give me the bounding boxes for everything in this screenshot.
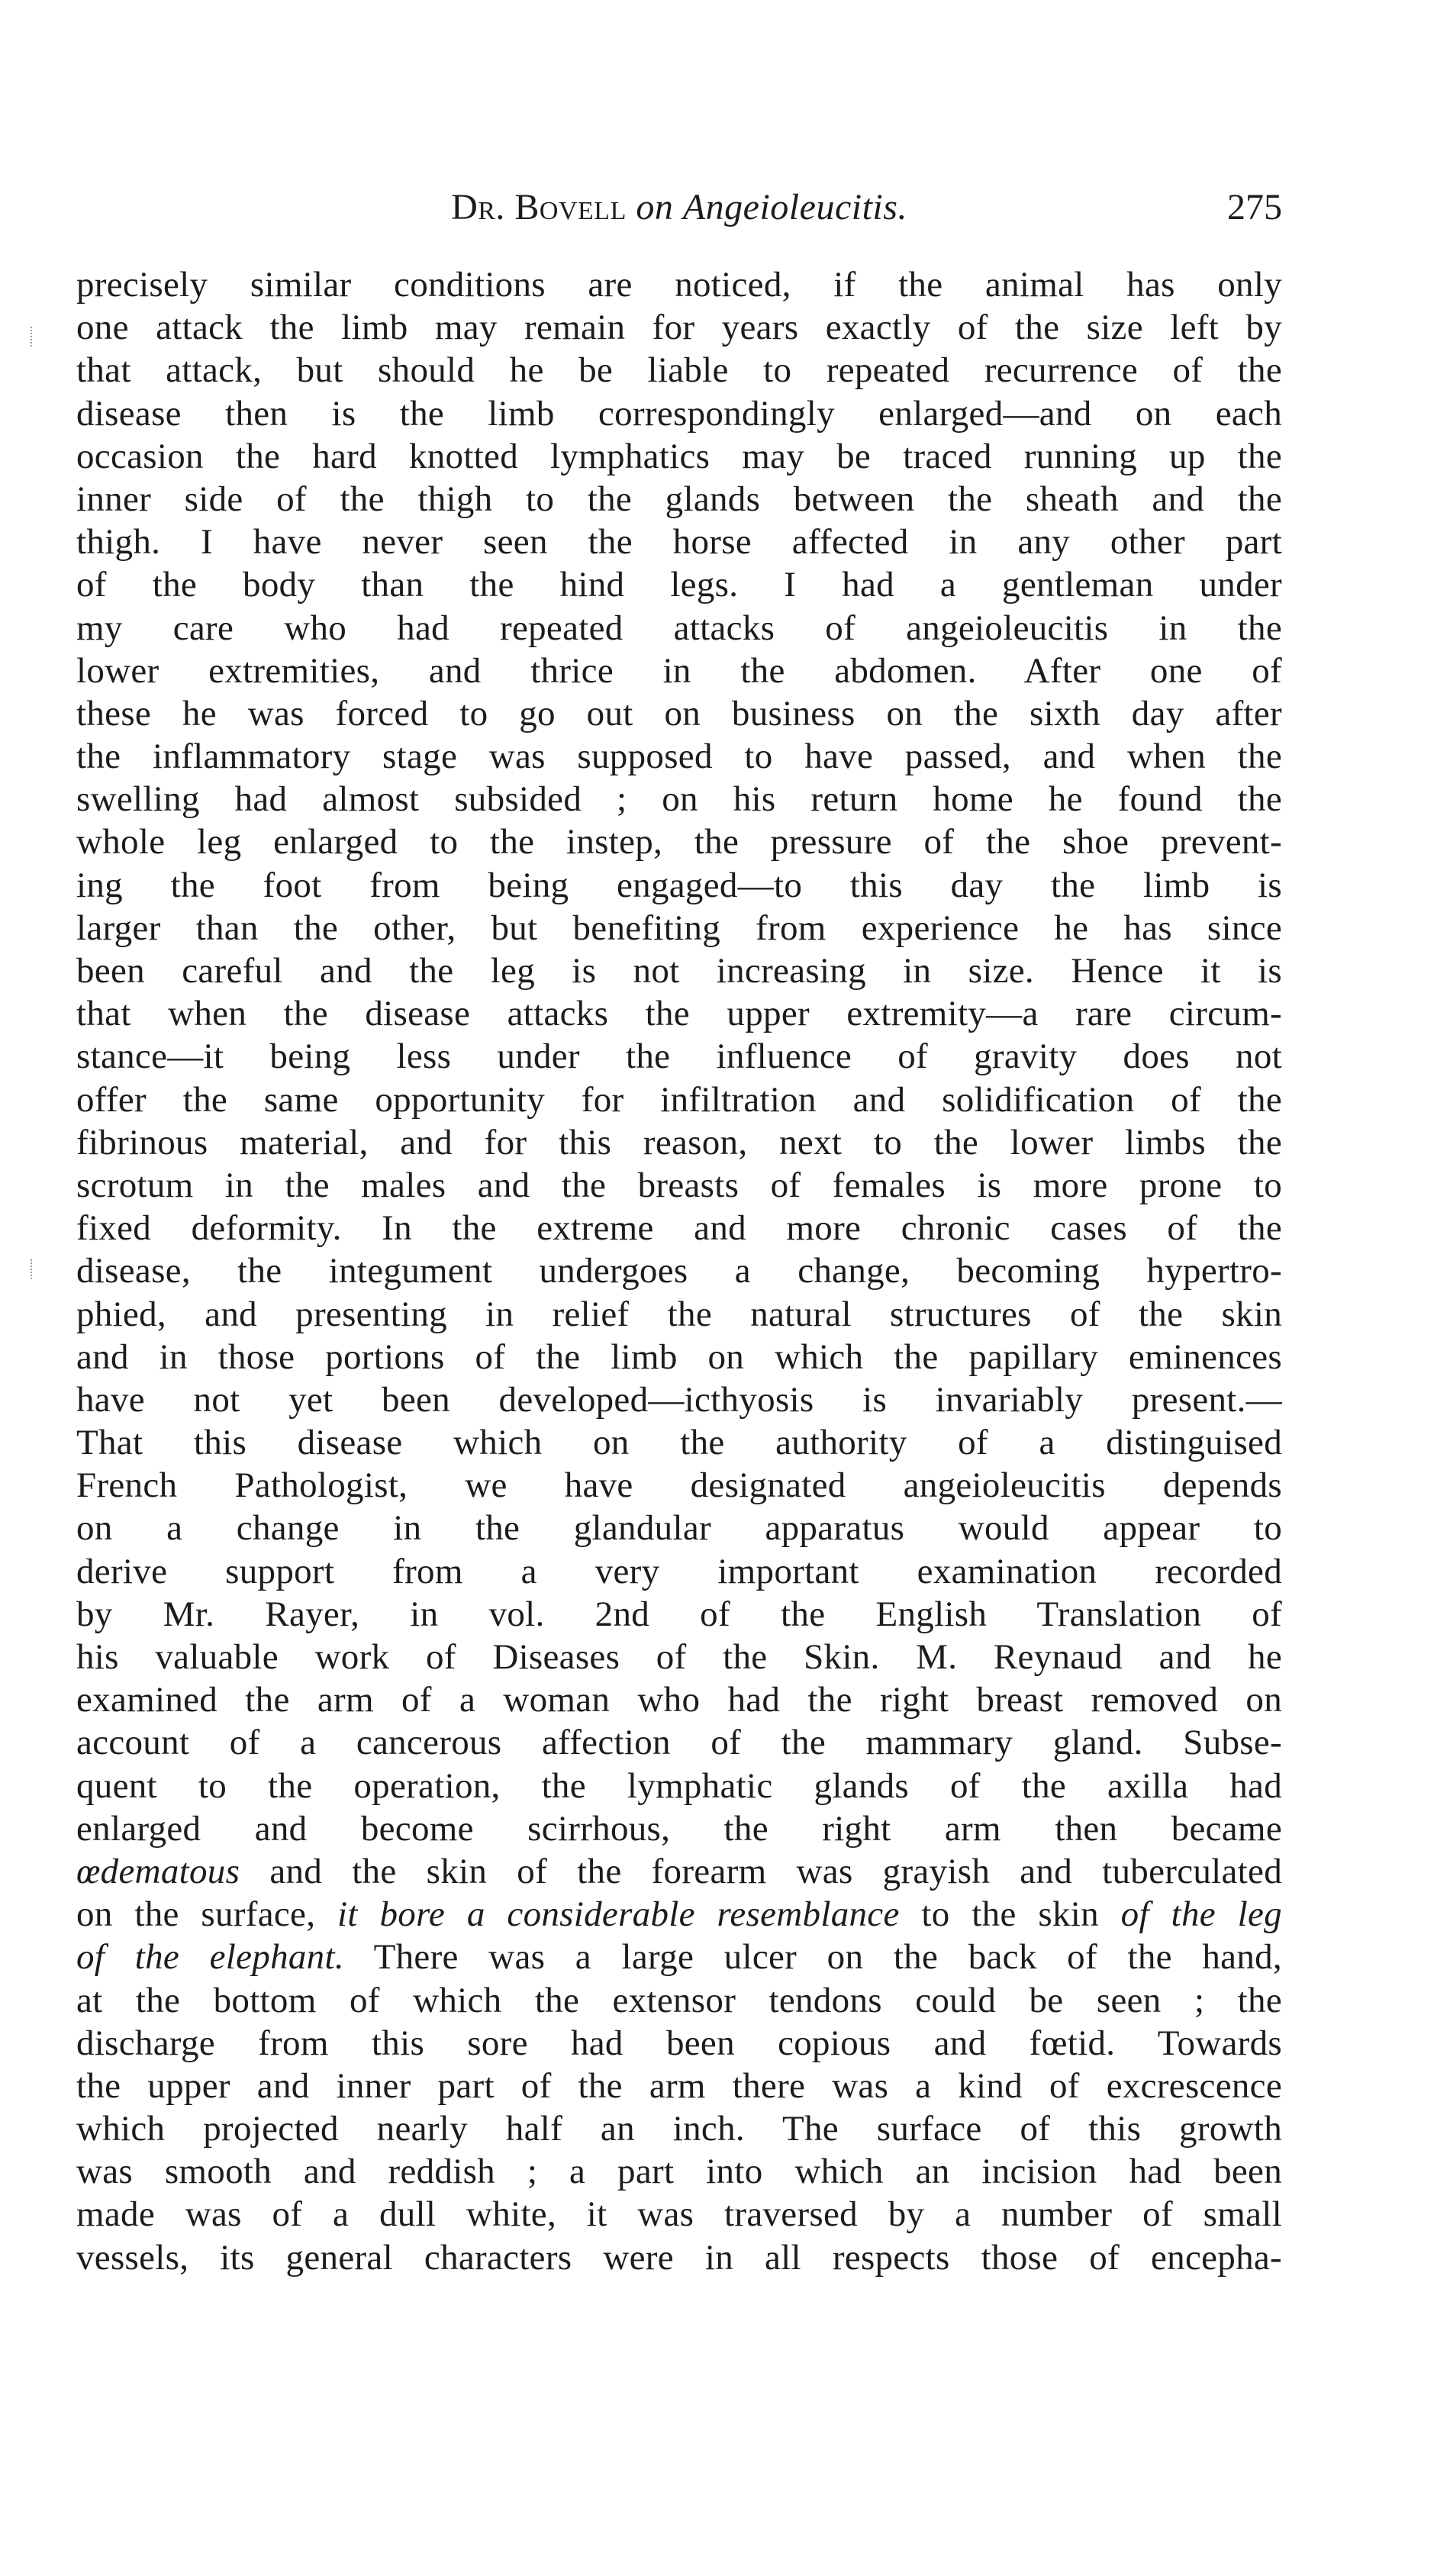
text-line: examined the arm of a woman who had the right breast removed on bbox=[76, 1680, 1282, 1720]
text-line: thigh. I have never seen the horse affected in any other part bbox=[76, 522, 1282, 563]
text-line: disease, the integument undergoes a change, becoming hypertro- bbox=[76, 1251, 1282, 1291]
text-line: discharge from this sore had been copious and fœtid. Towards bbox=[76, 2023, 1282, 2063]
text-line: my care who had repeated attacks of angeioleucitis in the bbox=[76, 608, 1282, 648]
text-line: these he was forced to go out on business on the sixth day after bbox=[76, 693, 1282, 733]
text-line: swelling had almost subsided ; on his return home he found the bbox=[76, 779, 1282, 820]
text-line: at the bottom of which the extensor tendons could be seen ; the bbox=[76, 1980, 1282, 2020]
text-line: been careful and the leg is not increasing in size. Hence it is bbox=[76, 951, 1282, 991]
text-line: by Mr. Rayer, in vol. 2nd of the English Translation of bbox=[76, 1594, 1282, 1634]
text-line: derive support from a very important examination recorded bbox=[76, 1551, 1282, 1591]
text-line: on a change in the glandular apparatus would appear to bbox=[76, 1508, 1282, 1549]
line-segment: on the surface, bbox=[76, 1894, 338, 1935]
text-line bbox=[76, 1893, 1282, 1936]
text-line: quent to the operation, the lymphatic glands of the axilla had bbox=[76, 1765, 1282, 1806]
text-line: phied, and presenting in relief the natural structures of the skin bbox=[76, 1294, 1282, 1334]
text-line: scrotum in the males and the breasts of females is more prone to bbox=[76, 1165, 1282, 1205]
text-line: inner side of the thigh to the glands between the sheath and the bbox=[76, 479, 1282, 519]
text-line bbox=[76, 1936, 1282, 1978]
text-line: occasion the hard knotted lymphatics may be traced running up the bbox=[76, 436, 1282, 476]
text-line: made was of a dull white, it was traversed by a number of small bbox=[76, 2194, 1282, 2235]
author-prefix: Dr. bbox=[451, 187, 505, 227]
text-line: fixed deformity. In the extreme and more chronic cases of the bbox=[76, 1208, 1282, 1249]
text-line: whole leg enlarged to the instep, the pressure of the shoe prevent- bbox=[76, 822, 1282, 862]
italic-phrase: of the elephant. bbox=[76, 1937, 344, 1978]
text-line: of the body than the hind legs. I had a gentleman under bbox=[76, 565, 1282, 605]
text-line: and in those portions of the limb on which the papillary eminences bbox=[76, 1336, 1282, 1377]
text-line: vessels, its general characters were in all respects those of encepha- bbox=[76, 2237, 1282, 2278]
line-segment: There was a large ulcer on the back of the hand, bbox=[343, 1937, 1282, 1978]
italic-phrase: of the leg bbox=[1120, 1894, 1282, 1935]
text-line: account of a cancerous affection of the mammary gland. Subse- bbox=[76, 1723, 1282, 1763]
italic-phrase: it bore a considerable resemblance bbox=[337, 1894, 900, 1935]
text-line: that when the disease attacks the upper extremity—a rare circum- bbox=[76, 994, 1282, 1034]
text-line: disease then is the limb correspondingly enlarged—and on each bbox=[76, 393, 1282, 434]
text-line: offer the same opportunity for infiltration and solidification of the bbox=[76, 1079, 1282, 1120]
text-line: which projected nearly half an inch. The surface of this growth bbox=[76, 2109, 1282, 2149]
text-line: That this disease which on the authority of a distinguised bbox=[76, 1423, 1282, 1463]
margin-mark bbox=[31, 327, 35, 347]
body-text bbox=[76, 263, 1282, 2279]
text-line: his valuable work of Diseases of the Skin. M. Reynaud and he bbox=[76, 1637, 1282, 1677]
text-line: that attack, but should he be liable to repeated recurrence of the bbox=[76, 350, 1282, 391]
italic-phrase: œdematous bbox=[76, 1851, 240, 1891]
text-line bbox=[76, 1850, 1282, 1893]
line-segment: to the skin bbox=[899, 1894, 1121, 1935]
text-line: French Pathologist, we have designated angeioleucitis depends bbox=[76, 1465, 1282, 1506]
text-line: fibrinous material, and for this reason, next to the lower limbs the bbox=[76, 1122, 1282, 1162]
text-line: the upper and inner part of the arm there was a kind of excrescence bbox=[76, 2065, 1282, 2106]
text-line: precisely similar conditions are noticed, if the animal has only bbox=[76, 265, 1282, 305]
text-line: enlarged and become scirrhous, the right arm then became bbox=[76, 1808, 1282, 1849]
text-line: one attack the limb may remain for years exactly of the size left by bbox=[76, 308, 1282, 348]
author-name: Bovell bbox=[514, 187, 627, 227]
text-line: larger than the other, but benefiting from experience he has since bbox=[76, 908, 1282, 948]
text-line: ing the foot from being engaged—to this day the limb is bbox=[76, 865, 1282, 905]
text-line: the inflammatory stage was supposed to have passed, and when the bbox=[76, 737, 1282, 777]
text-line: lower extremities, and thrice in the abdomen. After one of bbox=[76, 650, 1282, 691]
page-number: 275 bbox=[1227, 187, 1282, 227]
title-connector: on bbox=[636, 187, 674, 227]
text-line: have not yet been developed—icthyosis is invariably present.— bbox=[76, 1379, 1282, 1420]
title-subject: Angeioleucitis. bbox=[682, 187, 907, 227]
text-line: stance—it being less under the influence of gravity does not bbox=[76, 1037, 1282, 1077]
running-head bbox=[76, 183, 1282, 232]
text-line: was smooth and reddish ; a part into which an incision had been bbox=[76, 2152, 1282, 2192]
running-title bbox=[76, 183, 1282, 232]
margin-mark bbox=[31, 1259, 35, 1279]
line-segment: and the skin of the forearm was grayish and tuberculated bbox=[240, 1851, 1282, 1891]
